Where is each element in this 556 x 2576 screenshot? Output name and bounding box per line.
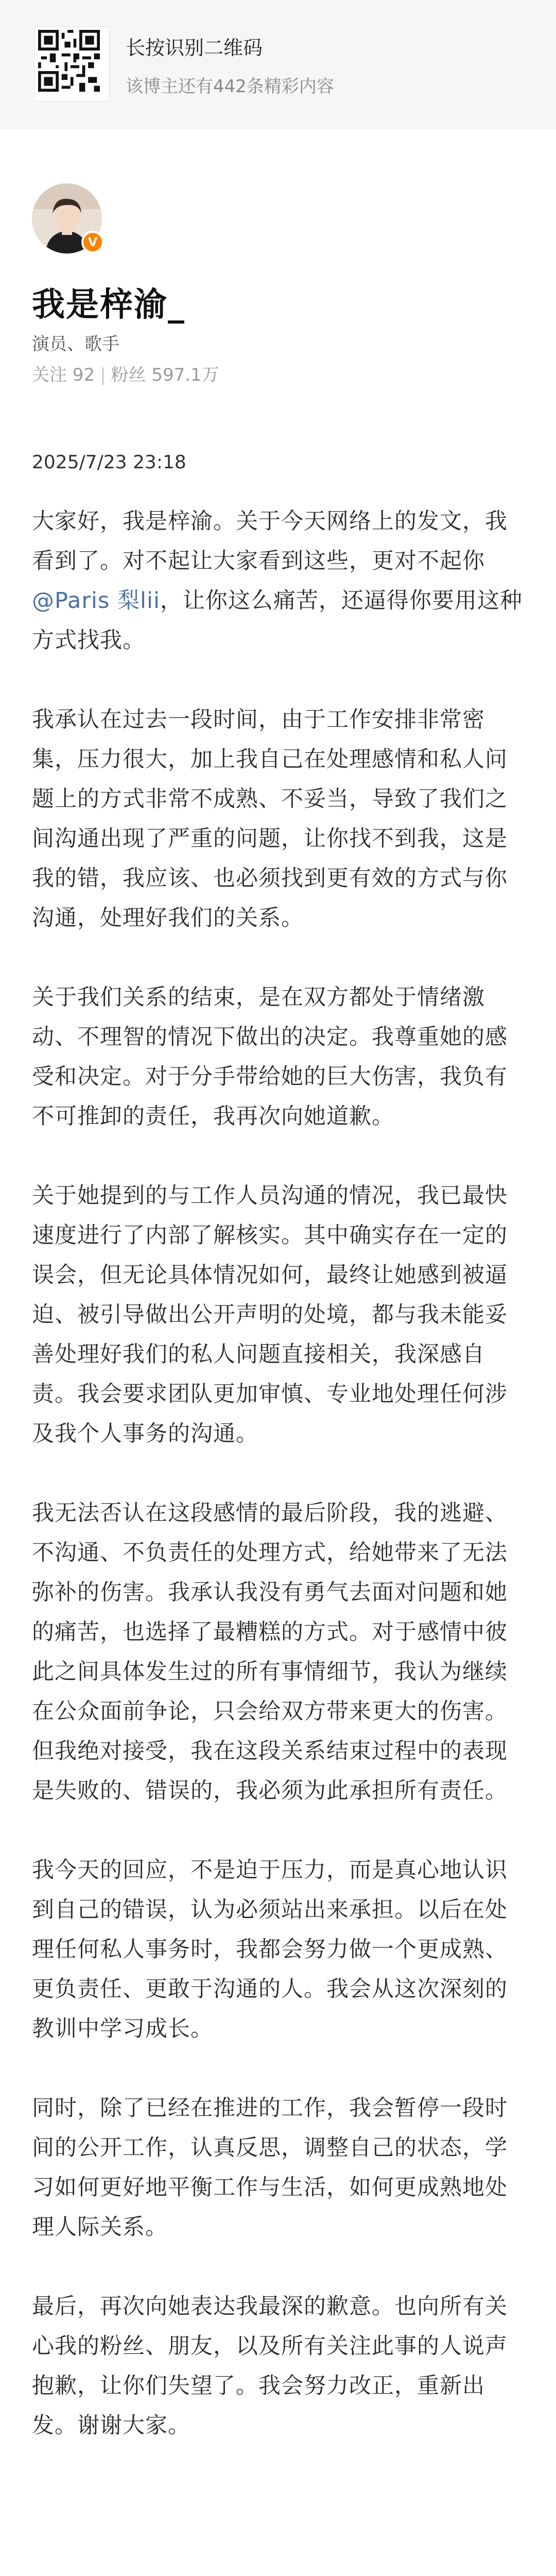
verified-badge-icon: V <box>81 231 104 253</box>
stats-divider: | <box>100 365 106 385</box>
profile-name[interactable]: 我是梓渝_ <box>32 286 185 324</box>
post-paragraph: 同时，除了已经在推进的工作，我会暂停一段时间的公开工作，认真反思，调整自己的状态，学习如何更好地平衡工作与生活，如何更成熟地处理人际关系。 <box>32 2095 508 2240</box>
post-date: 2025/7/23 23:18 <box>32 452 186 473</box>
post-paragraph: 关于她提到的与工作人员沟通的情况，我已最快速度进行了内部了解核实。其中确实存在一定的误会，但无论具体情况如何，最终让她感到被逼迫、被引导做出公开声明的处境，都与我未能妥善处理好我们的私人问题直接相关，我深感自责。我会要求团队更加审慎、专业地处理任何涉及我个人事务的沟通。 <box>32 1183 508 1447</box>
user-mention-link[interactable]: @Paris 梨lii <box>32 588 160 614</box>
post-paragraph: 关于我们关系的结束，是在双方都处于情绪激动、不理智的情况下做出的决定。我尊重她的感受和决定。对于分手带给她的巨大伤害，我负有不可推卸的责任，我再次向她道歉。 <box>32 985 508 1129</box>
banner-title: 长按识别二维码 <box>126 37 263 59</box>
following-count[interactable]: 关注 92 <box>32 365 95 385</box>
post-paragraph <box>32 502 526 660</box>
post-paragraph: 最后，再次向她表达我最深的歉意。也向所有关心我的粉丝、朋友，以及所有关注此事的人说声抱歉，让你们失望了。我会努力改正，重新出发。谢谢大家。 <box>32 2294 508 2438</box>
post-paragraph: 我今天的回应，不是迫于压力，而是真心地认识到自己的错误，认为必须站出来承担。以后在处理任何私人事务时，我都会努力做一个更成熟、更负责任、更敢于沟通的人。我会从这次深刻的教训中学习成长。 <box>32 1857 508 2042</box>
profile-stats <box>32 361 219 386</box>
profile-role: 演员、歌手 <box>32 334 119 354</box>
banner-subtitle: 该博主还有442条精彩内容 <box>126 76 334 97</box>
qr-code-icon <box>35 27 109 101</box>
followers-count[interactable]: 粉丝 597.1万 <box>111 365 219 385</box>
post-body <box>32 502 526 2485</box>
paragraph-text: ，让你这么痛苦，还逼得你要用这种方式找我。 <box>32 588 523 653</box>
top-qr-banner <box>0 0 556 129</box>
post-paragraph: 我无法否认在这段感情的最后阶段，我的逃避、不沟通、不负责任的处理方式，给她带来了无法弥补的伤害。我承认我没有勇气去面对问题和她的痛苦，也选择了最糟糕的方式。对于感情中彼此之间具体发生过的所有事情细节，我认为继续在公众面前争论，只会给双方带来更大的伤害。但我绝对接受，我在这段关系结束过程中的表现是失败的、错误的，我必须为此承担所有责任。 <box>32 1500 508 1804</box>
paragraph-text: 大家好，我是梓渝。关于今天网络上的发文，我看到了。对不起让大家看到这些，更对不起你 <box>32 509 508 574</box>
post-paragraph: 我承认在过去一段时间，由于工作安排非常密集，压力很大，加上我自己在处理感情和私人问题上的方式非常不成熟、不妥当，导致了我们之间沟通出现了严重的问题，让你找不到我，这是我的错，我应该、也必须找到更有效的方式与你沟通，处理好我们的关系。 <box>32 707 508 931</box>
